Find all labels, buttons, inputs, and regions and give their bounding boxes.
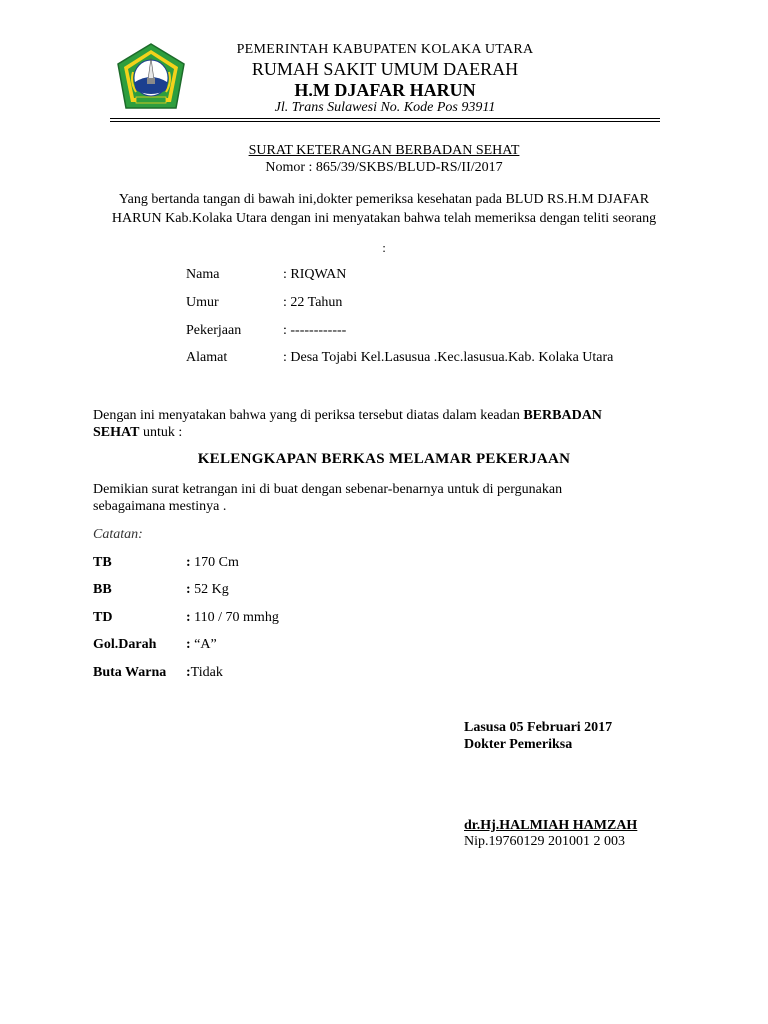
color-blind-label: Buta Warna <box>93 665 167 680</box>
document-title: SURAT KETERANGAN BERBADAN SEHAT <box>248 143 520 158</box>
address-label: Alamat <box>186 350 228 365</box>
hospital-name: RUMAH SAKIT UMUM DAERAH <box>251 59 519 79</box>
health-statement: Dengan ini menyatakan bahwa yang di periksa tersebut diatas dalam keadan BERBADAN SEHAT untuk : <box>93 408 602 440</box>
blood-type-label: Gol.Darah <box>93 637 157 652</box>
header-divider-secondary <box>110 121 660 122</box>
place-date: Lasusa 05 Februari 2017 <box>464 720 613 735</box>
hospital-subname: H.M DJAFAR HARUN <box>294 80 476 100</box>
closing-paragraph <box>93 481 673 515</box>
regency-logo <box>114 42 188 112</box>
address-value: : Desa Tojabi Kel.Lasusua .Kec.lasusua.Kab. Kolaka Utara <box>283 350 614 365</box>
statement-emphasis: BERBADAN <box>523 408 602 423</box>
blood-pressure-value: : 110 / 70 mmhg <box>186 610 279 625</box>
closing-line: Demikian surat ketrangan ini di buat dengan sebenar-benarnya untuk di pergunakan <box>93 482 563 497</box>
blood-pressure-label: TD <box>93 610 113 625</box>
weight-value: : 52 Kg <box>186 582 229 597</box>
header-divider <box>110 118 660 119</box>
blood-type-value: : “A” <box>186 637 217 652</box>
occupation-label: Pekerjaan <box>186 323 242 338</box>
name-label: Nama <box>186 267 220 282</box>
height-label: TB <box>93 555 112 570</box>
color-blind-value: :Tidak <box>186 665 223 680</box>
occupation-value: : ------------ <box>283 323 347 338</box>
weight-label: BB <box>93 582 112 597</box>
intro-colon: : <box>382 240 386 255</box>
signer-nip: Nip.19760129 201001 2 003 <box>464 834 625 849</box>
closing-line: sebagaimana mestinya . <box>93 499 227 514</box>
notes-label: Catatan: <box>93 527 143 542</box>
statement-emphasis: SEHAT <box>93 425 140 440</box>
purpose-heading: KELENGKAPAN BERKAS MELAMAR PEKERJAAN <box>197 451 571 467</box>
age-label: Umur <box>186 295 219 310</box>
document-number: Nomor : 865/39/SKBS/BLUD-RS/II/2017 <box>265 160 503 175</box>
height-value: : 170 Cm <box>186 555 239 570</box>
government-name: PEMERINTAH KABUPATEN KOLAKA UTARA <box>236 42 534 57</box>
intro-line: HARUN Kab.Kolaka Utara dengan ini menyatakan bahwa telah memeriksa dengan teliti seorang <box>111 211 657 226</box>
hospital-address: Jl. Trans Sulawesi No. Kode Pos 93911 <box>274 100 496 115</box>
signer-name: dr.Hj.HALMIAH HAMZAH <box>464 818 638 833</box>
intro-paragraph <box>94 190 674 228</box>
name-value: : RIQWAN <box>283 267 347 282</box>
signer-role: Dokter Pemeriksa <box>464 737 573 752</box>
age-value: : 22 Tahun <box>283 295 343 310</box>
intro-line: Yang bertanda tangan di bawah ini,dokter pemeriksa kesehatan pada BLUD RS.H.M DJAFAR <box>118 192 650 207</box>
